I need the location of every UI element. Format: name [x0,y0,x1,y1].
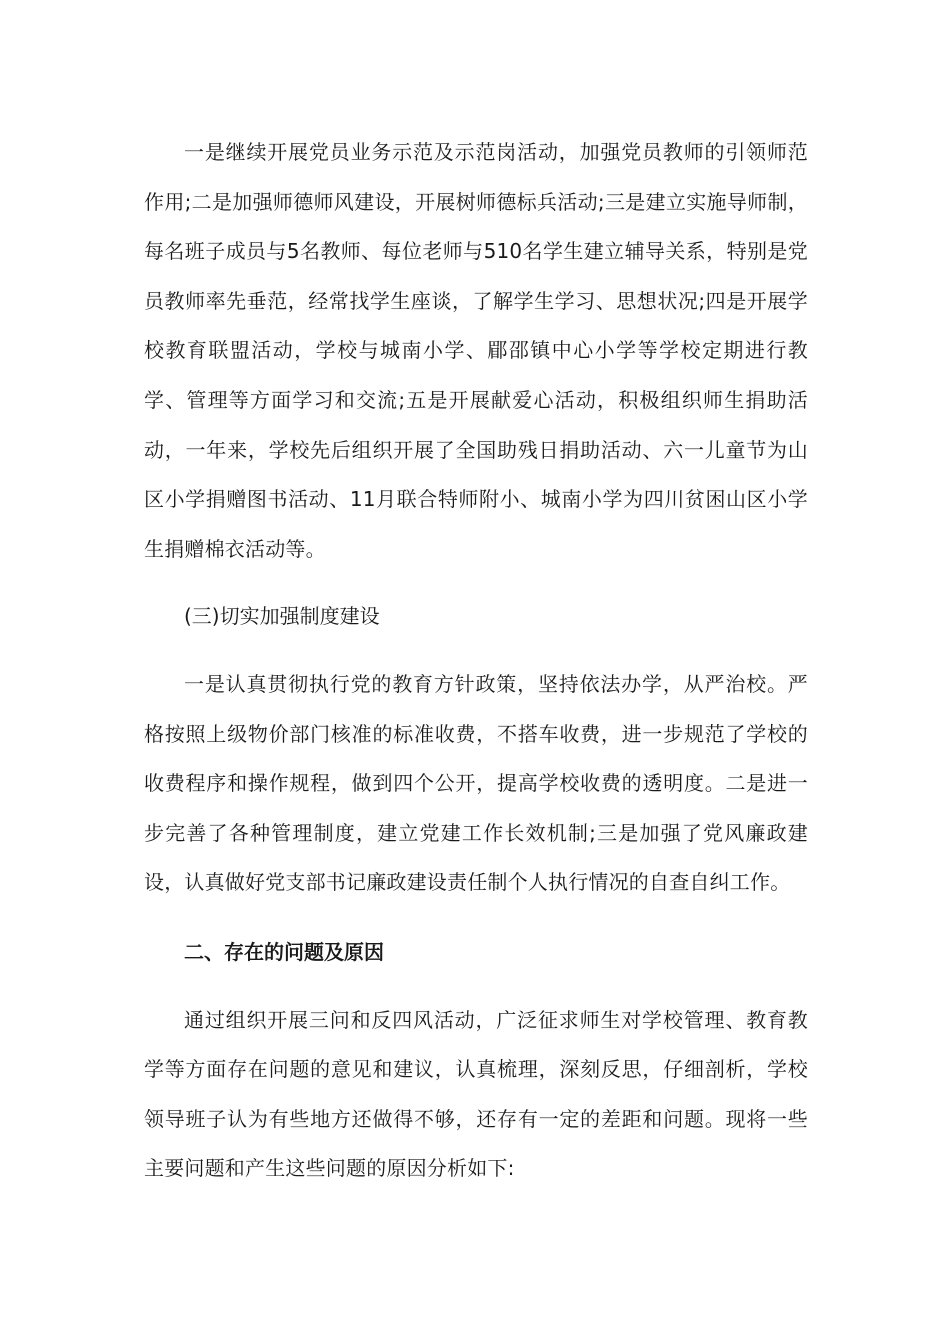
spacer [144,642,808,660]
spacer [144,908,808,928]
document-body [144,128,808,1194]
section-heading-problems: 二、存在的问题及原因 [184,939,384,964]
paragraph-party-activities: 一是继续开展党员业务示范及示范岗活动，加强党员教师的引领师范作用;二是加强师德师风建设，开展树师德标兵活动;三是建立实施导师制，每名班子成员与5名教师、每位老师与510名学生建立辅导关系，特别是党员教师率先垂范，经常找学生座谈，了解学生学习、思想状况;四是开展学校教育联盟活动，学校与城南小学、郿邵镇中心小学等学校定期进行教学、管理等方面学习和交流;五是开展献爱心活动，积极组织师生捐助活动，一年来，学校先后组织开展了全国助残日捐助活动、六一儿童节为山区小学捐赠图书活动、11月联合特师附小、城南小学为四川贫困山区小学生捐赠棉衣活动等。 [144,140,808,561]
paragraph-problems-intro: 通过组织开展三问和反四风活动，广泛征求师生对学校管理、教育教学等方面存在问题的意见和建议，认真梳理，深刻反思，仔细剖析，学校领导班子认为有些地方还做得不够，还存有一定的差距和问题。现将一些主要问题和产生这些问题的原因分析如下: [144,1007,808,1181]
section-heading-system-building: (三)切实加强制度建设 [184,604,380,629]
spacer [144,978,808,996]
paragraph-system-building: 一是认真贯彻执行党的教育方针政策，坚持依法办学，从严治校。严格按照上级物价部门核准的标准收费，不搭车收费，进一步规范了学校的收费程序和操作规程，做到四个公开，提高学校收费的透明度。二是进一步完善了各种管理制度，建立党建工作长效机制;三是加强了党风廉政建设，认真做好党支部书记廉政建设责任制个人执行情况的自查自纠工作。 [144,671,808,895]
spacer [144,574,808,592]
